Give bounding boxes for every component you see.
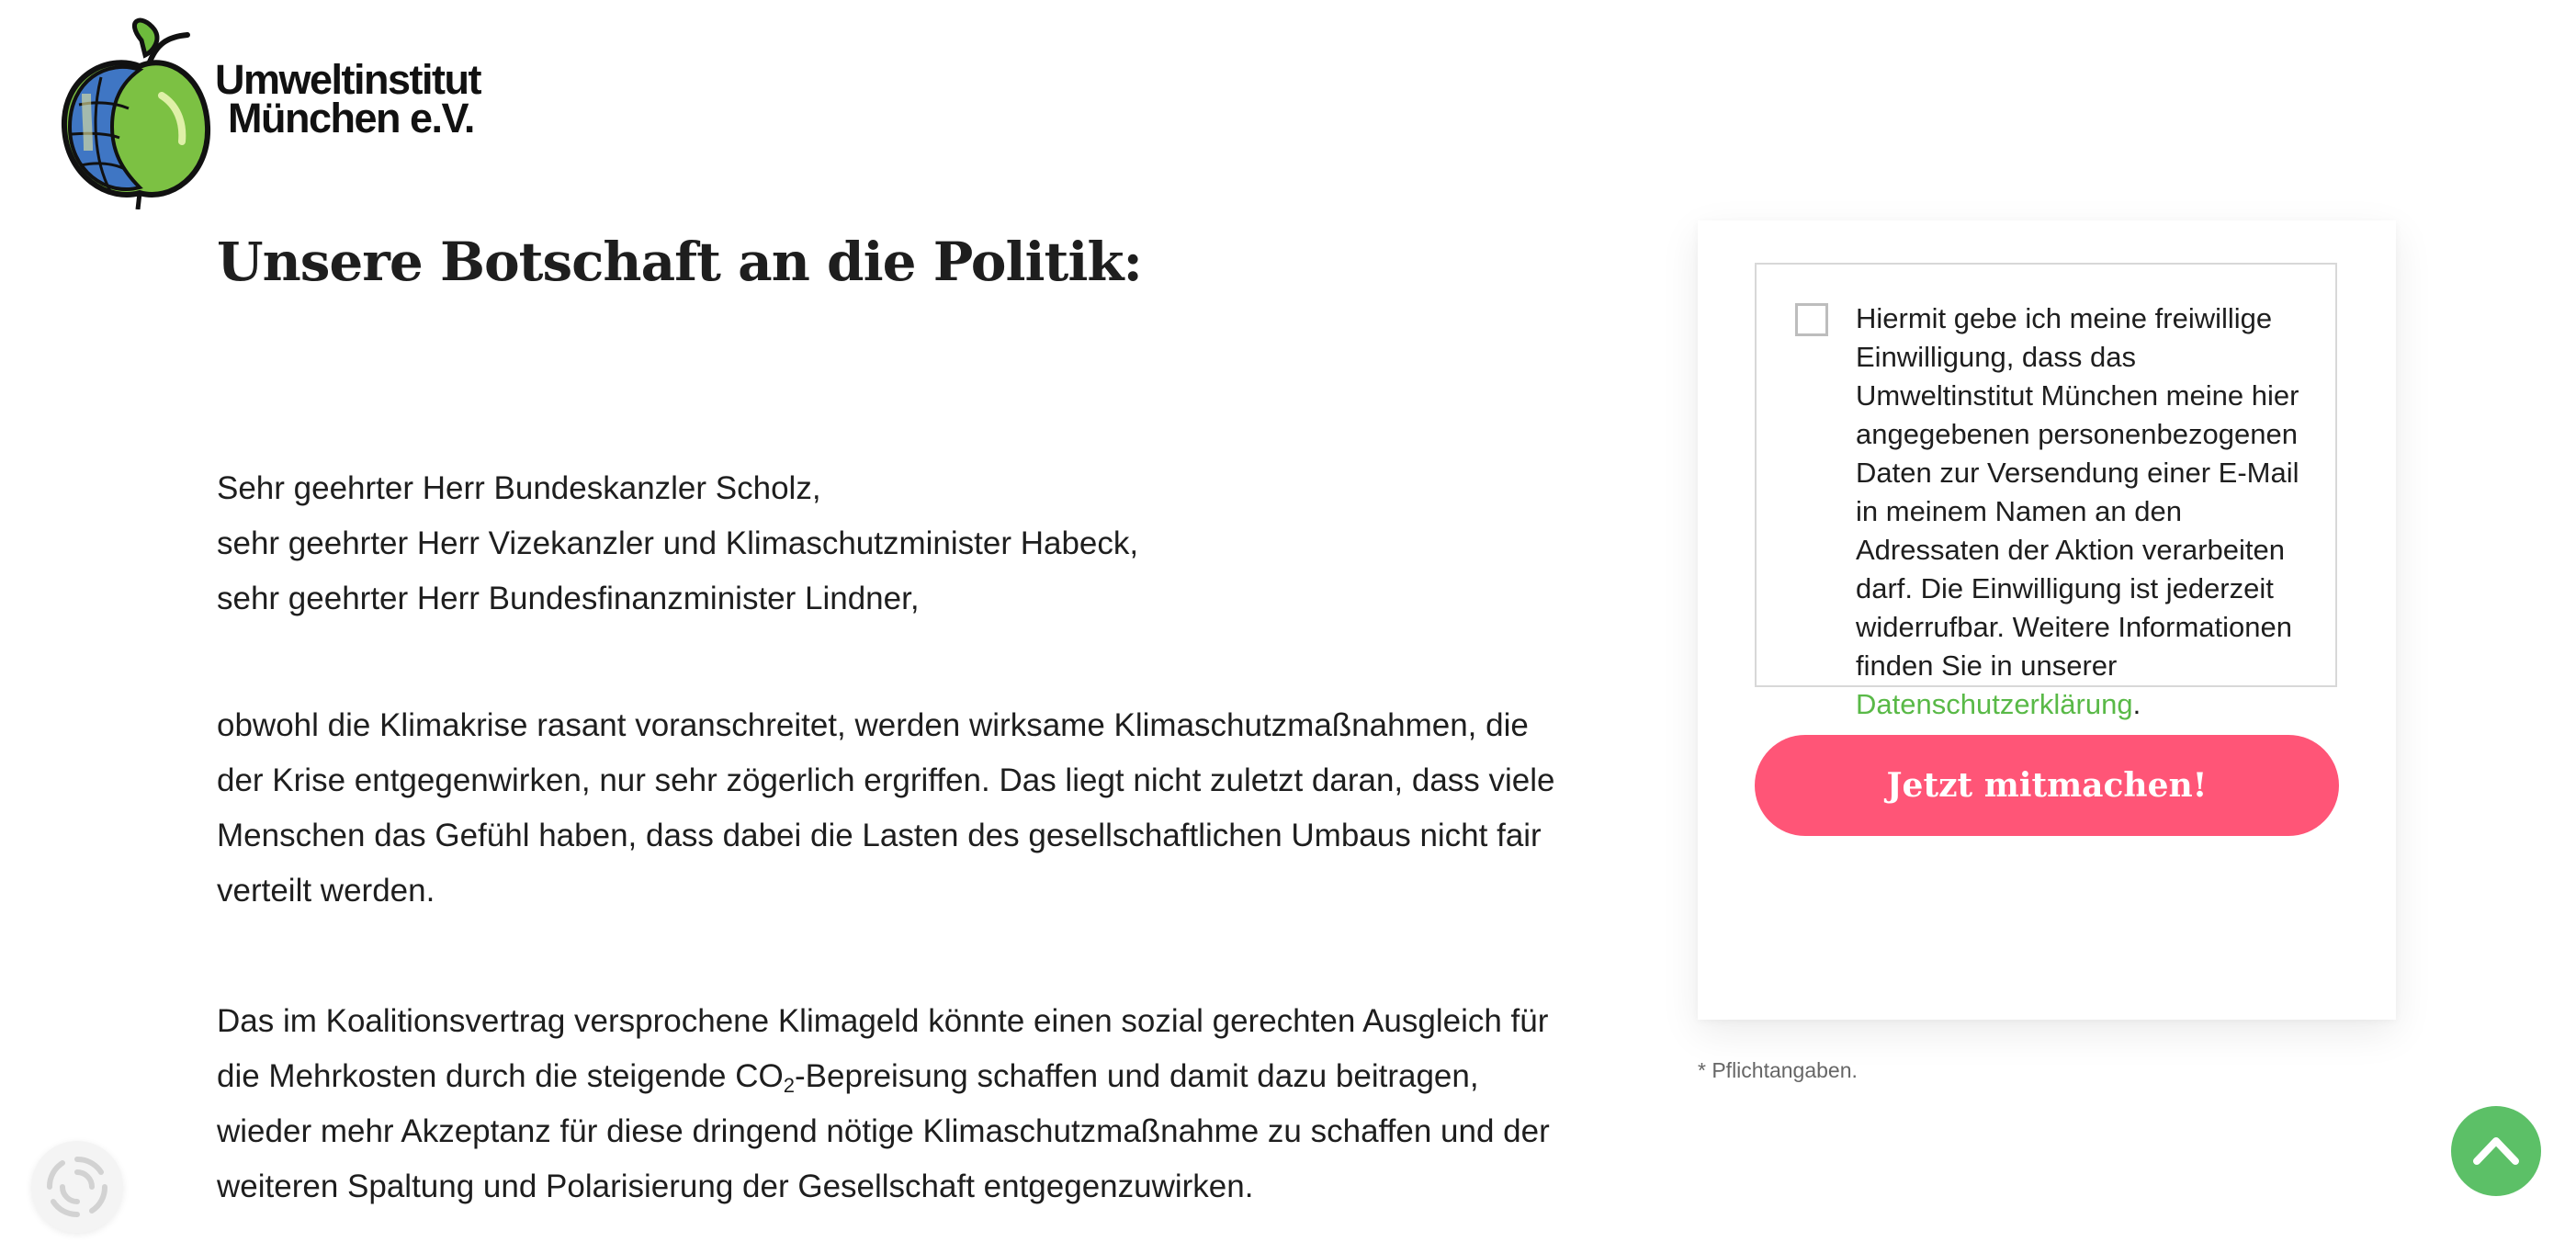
submit-button[interactable]: Jetzt mitmachen! xyxy=(1755,735,2339,836)
consent-text xyxy=(1856,299,2315,724)
salutation xyxy=(217,461,1138,627)
scroll-to-top-button[interactable] xyxy=(2451,1106,2541,1196)
salutation-line: sehr geehrter Herr Vizekanzler und Klimaschutzminister Habeck, xyxy=(217,525,1139,561)
consent-checkbox[interactable] xyxy=(1795,303,1828,336)
logo-line-2: München e.V. xyxy=(228,95,474,141)
signup-form-panel xyxy=(1698,220,2396,1020)
privacy-policy-link[interactable]: Datenschutzerklärung xyxy=(1856,688,2133,720)
apple-globe-logo-icon xyxy=(61,13,217,209)
chevron-up-icon xyxy=(2473,1132,2519,1169)
page-title: Unsere Botschaft an die Politik: xyxy=(217,231,1142,293)
salutation-line: sehr geehrter Herr Bundesfinanzminister Lindner, xyxy=(217,581,920,616)
letter-content xyxy=(217,220,1576,1204)
logo-wordmark xyxy=(215,56,480,141)
required-fields-note: * Pflichtangaben. xyxy=(1698,1058,1858,1082)
consent-box xyxy=(1755,263,2337,720)
letter-paragraph-1: obwohl die Klimakrise rasant voranschreitet, werden wirksame Klimaschutzmaßnahmen, die der Krise entgegenwirken, nur sehr zögerlich ergriffen. Das liegt nicht zuletzt daran, dass viele Menschen das Gefühl haben, dass dabei die Lasten des gesellschaftlichen Umbaus nicht fair verteilt werden. xyxy=(217,707,1555,909)
letter-paragraph-2 xyxy=(217,994,1576,1214)
paragraph-text: Das im Koalitionsvertrag versprochene Klimageld könnte einen sozial gerechten Ausgleich für die Mehrkosten durch die steigende CO xyxy=(217,1003,1549,1094)
site-logo[interactable] xyxy=(61,13,502,209)
consent-end: . xyxy=(2132,688,2141,720)
consent-body: Hiermit gebe ich meine freiwillige Einwilligung, dass das Umweltinstitut München meine hier angegebenen personenbezogenen Daten zur Versendung einer E-Mail in meinem Namen an den Adressaten der Aktion verarbeiten darf. Die Einwilligung ist jederzeit widerrufbar. Weitere Informationen finden Sie in unserer xyxy=(1856,302,2299,682)
paragraph-text: -Bepreisung schaffen und damit dazu beitragen, wieder mehr Akzeptanz für diese dringend nötige Klimaschutzmaßnahme zu schaffen und der weiteren Spaltung und Polarisierung der Gesellschaft entgegenzuwirken. xyxy=(217,1058,1550,1204)
cookie-settings-button[interactable] xyxy=(31,1141,123,1233)
cookie-settings-icon xyxy=(42,1152,112,1222)
salutation-line: Sehr geehrter Herr Bundeskanzler Scholz, xyxy=(217,470,821,506)
subscript-2: 2 xyxy=(783,1074,795,1097)
logo-line-1: Umweltinstitut xyxy=(215,56,480,103)
